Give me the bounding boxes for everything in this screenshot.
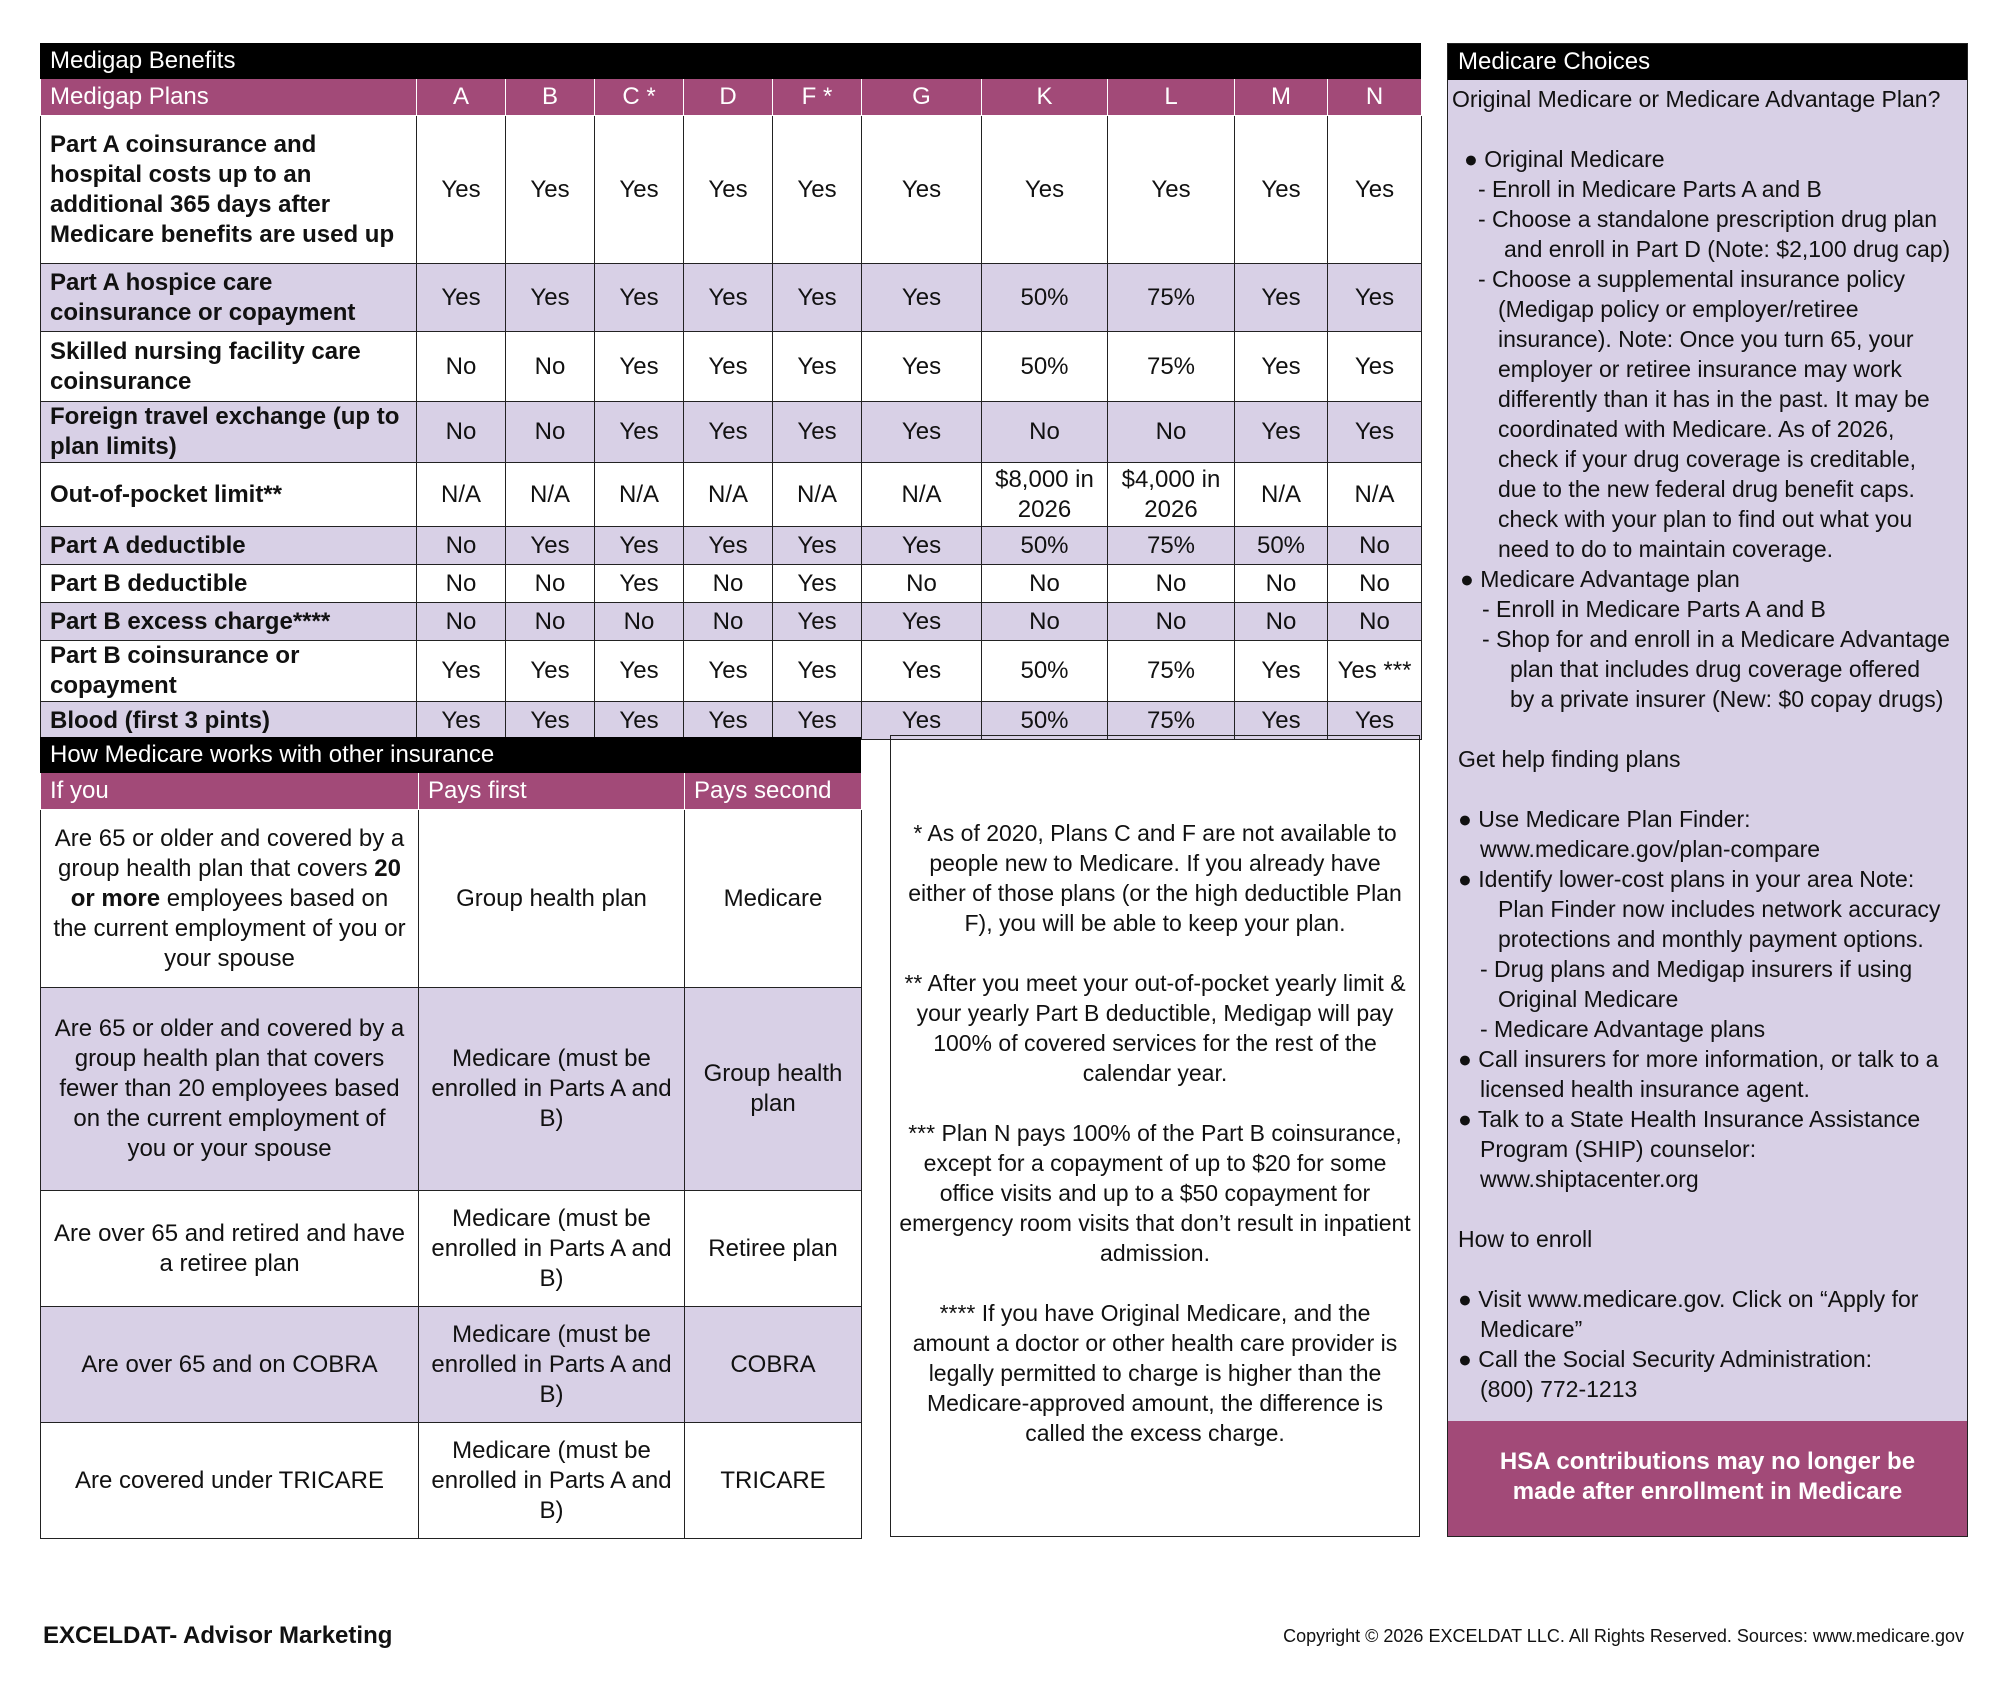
benefit-label: Out-of-pocket limit** [41,463,417,527]
plan-header: K [982,79,1108,116]
benefit-value: Yes [684,332,773,402]
table-row [41,1307,862,1423]
choices-line: Program (SHIP) counselor: [1480,1136,1757,1162]
benefit-value: No [1328,565,1422,603]
table-row [41,402,1422,463]
benefit-value: No [1328,527,1422,565]
benefit-value: Yes [862,264,982,332]
table-row [41,264,1422,332]
benefit-value: Yes [417,702,506,740]
choices-line: ● Use Medicare Plan Finder: [1458,806,1751,832]
benefit-value: $4,000 in 2026 [1108,463,1235,527]
benefit-value: 50% [1235,527,1328,565]
benefit-value: No [1108,402,1235,463]
benefit-value: Yes [595,702,684,740]
benefit-value: No [982,402,1108,463]
pays-second-cell: Medicare [685,810,862,988]
benefit-value: No [862,565,982,603]
benefit-value: Yes [595,116,684,264]
benefit-value: Yes [684,527,773,565]
table-row [41,565,1422,603]
benefit-value: Yes [506,702,595,740]
if-you-text: Are over 65 and retired and have a retiree plan [54,1219,405,1277]
benefit-value: Yes [1328,264,1422,332]
benefit-value: Yes [1235,402,1328,463]
choices-line: Original Medicare or Medicare Advantage Plan? [1452,86,1941,112]
benefit-value: Yes [862,527,982,565]
choices-line: differently than it has in the past. It may be [1498,386,1930,412]
medicare-choices-section [1447,43,1968,1537]
choices-line: ● Identify lower-cost plans in your area Note: [1458,866,1915,892]
footer-copyright: Copyright © 2026 EXCELDAT LLC. All Rights Reserved. Sources: www.medicare.gov [1283,1626,1964,1646]
benefit-value: No [506,332,595,402]
benefit-value: Yes [1235,332,1328,402]
pays-second-cell: COBRA [685,1307,862,1423]
benefit-value: Yes [595,527,684,565]
other-insurance-section [40,737,861,1539]
benefit-value: Yes [595,264,684,332]
benefit-label: Part B coinsurance or copayment [41,641,417,702]
benefit-value: N/A [862,463,982,527]
benefit-value: Yes [1235,641,1328,702]
choices-line: by a private insurer (New: $0 copay drugs) [1510,686,1944,712]
benefit-label: Part A coinsurance and hospital costs up to an additional 365 days after Medicare benefits are used up [41,116,417,264]
benefit-value: No [1235,603,1328,641]
benefit-value: Yes [1235,702,1328,740]
benefit-value: 50% [982,264,1108,332]
choices-line: Medicare” [1480,1316,1583,1342]
choices-line: Get help finding plans [1458,746,1681,772]
medigap-title: Medigap Benefits [40,43,1421,79]
table-row [41,332,1422,402]
other-insurance-title: How Medicare works with other insurance [40,737,861,773]
benefit-value: No [417,332,506,402]
benefit-value: Yes [862,603,982,641]
choices-line: due to the new federal drug benefit caps. [1498,476,1915,502]
pays-first-cell: Medicare (must be enrolled in Parts A and B) [419,1191,685,1307]
spacer [1452,114,1961,144]
benefit-value: Yes [1328,116,1422,264]
if-you-text: Are 65 or older and covered by a group health plan that covers fewer than 20 employees based on the current employment of you or your spouse [54,1015,405,1162]
benefit-value: Yes [506,527,595,565]
footnote-out-of-pocket: ** After you meet your out-of-pocket yearly limit & your yearly Part B deductible, Medigap will pay 100% of covered services for the rest of the calendar year. [904,970,1406,1086]
benefit-value: No [595,603,684,641]
plan-header: F * [773,79,862,116]
table-row [41,603,1422,641]
benefit-value: Yes [862,332,982,402]
benefit-value: 50% [982,702,1108,740]
spacer [1452,774,1961,804]
benefit-value: No [417,565,506,603]
benefit-value: N/A [417,463,506,527]
choices-line: check with your plan to find out what you [1498,506,1913,532]
medigap-plans-label: Medigap Plans [41,79,417,116]
pays-second-cell: Retiree plan [685,1191,862,1307]
footnote-plans-c-f: * As of 2020, Plans C and F are not available to people new to Medicare. If you already have either of those plans (or the high deductible Plan F), you will be able to keep your plan. [908,820,1402,936]
pays-first-cell: Medicare (must be enrolled in Parts A and B) [419,988,685,1191]
benefit-value: Yes [773,264,862,332]
footnote-excess-charge: **** If you have Original Medicare, and the amount a doctor or other health care provider is legally permitted to charge is higher than the Medicare-approved amount, the difference is called the excess charge. [912,1300,1398,1446]
benefit-value: Yes [1328,332,1422,402]
benefit-value: Yes [684,116,773,264]
if-you-cell [41,810,419,988]
plan-header: G [862,79,982,116]
benefit-value: Yes [773,402,862,463]
benefit-value: Yes [773,527,862,565]
table-row [41,641,1422,702]
if-you-cell [41,1307,419,1423]
if-you-text: employees based on the current employment of you or your spouse [53,884,406,972]
choices-line: licensed health insurance agent. [1480,1076,1810,1102]
benefit-value: Yes [773,641,862,702]
choices-line: - Shop for and enroll in a Medicare Advantage [1482,626,1950,652]
plan-header: D [684,79,773,116]
footnote-plan-n: *** Plan N pays 100% of the Part B coinsurance, except for a copayment of up to $20 for some office visits and up to a $50 copayment for emergency room visits that don’t result in inpatient admission. [899,1120,1411,1266]
table-row [41,527,1422,565]
benefit-value: Yes [595,641,684,702]
benefit-value: Yes [982,116,1108,264]
benefit-label: Foreign travel exchange (up to plan limits) [41,402,417,463]
benefit-value: No [417,603,506,641]
benefit-label: Blood (first 3 pints) [41,702,417,740]
if-you-text: Are covered under TRICARE [74,1466,385,1494]
benefit-value: Yes [684,264,773,332]
plan-header: A [417,79,506,116]
benefit-value: Yes *** [1328,641,1422,702]
choices-line: How to enroll [1458,1226,1593,1252]
plan-header: B [506,79,595,116]
benefit-label: Part A deductible [41,527,417,565]
benefit-value: Yes [595,565,684,603]
plan-header: C * [595,79,684,116]
choices-line: Original Medicare [1498,986,1679,1012]
benefit-value: N/A [506,463,595,527]
benefit-value: Yes [417,264,506,332]
choices-line: www.medicare.gov/plan-compare [1480,836,1821,862]
benefit-value: 50% [982,641,1108,702]
pays-first-cell: Medicare (must be enrolled in Parts A and B) [419,1423,685,1539]
choices-line: ● Call insurers for more information, or talk to a [1458,1046,1939,1072]
choices-line: www.shiptacenter.org [1480,1166,1699,1192]
medigap-table [40,79,1422,740]
choices-line: ● Talk to a State Health Insurance Assistance [1458,1106,1921,1132]
benefit-value: 50% [982,332,1108,402]
plan-header: N [1328,79,1422,116]
benefit-value: No [982,603,1108,641]
table-row [41,702,1422,740]
benefit-label: Skilled nursing facility care coinsurance [41,332,417,402]
medigap-benefits-section [40,43,1421,740]
benefit-value: Yes [417,116,506,264]
benefit-label: Part A hospice care coinsurance or copayment [41,264,417,332]
benefit-value: No [982,565,1108,603]
benefit-value: 50% [982,527,1108,565]
benefit-value: Yes [1108,116,1235,264]
benefit-value: 75% [1108,264,1235,332]
benefit-value: No [1108,565,1235,603]
choices-line: protections and monthly payment options. [1498,926,1924,952]
benefit-value: N/A [595,463,684,527]
choices-line: ● Call the Social Security Administration: [1458,1346,1873,1372]
if-you-cell [41,1191,419,1307]
benefit-value: 75% [1108,527,1235,565]
table-row [41,988,862,1191]
choices-line: ● Medicare Advantage plan [1460,566,1740,592]
table-row [41,1423,862,1539]
benefit-value: No [506,402,595,463]
choices-line: - Enroll in Medicare Parts A and B [1482,596,1826,622]
benefit-value: No [1108,603,1235,641]
spacer [1452,714,1961,744]
if-you-cell [41,988,419,1191]
benefit-value: 75% [1108,641,1235,702]
benefit-value: Yes [506,264,595,332]
benefit-value: Yes [862,702,982,740]
benefit-value: Yes [417,641,506,702]
hsa-notice-line-1: HSA contributions may no longer be [1499,1448,1916,1475]
table-row [41,810,862,988]
header-if-you: If you [41,773,419,810]
benefit-value: Yes [773,565,862,603]
benefit-label: Part B deductible [41,565,417,603]
benefit-value: No [417,402,506,463]
benefit-value: $8,000 in 2026 [982,463,1108,527]
benefit-value: Yes [862,116,982,264]
choices-line: insurance). Note: Once you turn 65, your [1498,326,1914,352]
choices-line: ● Original Medicare [1464,146,1665,172]
benefit-value: N/A [684,463,773,527]
benefit-value: No [506,565,595,603]
choices-line: (800) 772-1213 [1480,1376,1638,1402]
benefit-value: Yes [773,603,862,641]
benefit-label: Part B excess charge**** [41,603,417,641]
benefit-value: Yes [595,402,684,463]
hsa-notice-line-2: made after enrollment in Medicare [1512,1478,1903,1505]
benefit-value: Yes [595,332,684,402]
benefit-value: Yes [862,402,982,463]
spacer [1452,1194,1961,1224]
benefit-value: N/A [1235,463,1328,527]
other-insurance-table [40,773,862,1539]
choices-line: - Drug plans and Medigap insurers if using [1480,956,1913,982]
medicare-choices-body [1448,80,1967,1404]
benefit-value: N/A [773,463,862,527]
benefit-value: Yes [684,402,773,463]
benefit-value: Yes [1235,116,1328,264]
header-pays-first: Pays first [419,773,685,810]
benefit-value: 75% [1108,332,1235,402]
benefit-value: Yes [1328,402,1422,463]
spacer [1452,1254,1961,1284]
benefit-value: Yes [506,116,595,264]
plan-header: M [1235,79,1328,116]
table-row [41,116,1422,264]
if-you-text: Are 65 or older and covered by a group health plan that covers [54,824,405,882]
benefit-value: Yes [1235,264,1328,332]
choices-line: - Enroll in Medicare Parts A and B [1478,176,1822,202]
if-you-text: Are over 65 and on COBRA [81,1350,378,1378]
benefit-value: No [1328,603,1422,641]
choices-line: employer or retiree insurance may work [1498,356,1902,382]
benefit-value: No [417,527,506,565]
pays-first-cell: Group health plan [419,810,685,988]
benefit-value: Yes [862,641,982,702]
choices-line: - Choose a supplemental insurance policy [1478,266,1906,292]
pays-first-cell: Medicare (must be enrolled in Parts A and B) [419,1307,685,1423]
header-pays-second: Pays second [685,773,862,810]
choices-line: Plan Finder now includes network accuracy [1498,896,1941,922]
benefit-value: No [1235,565,1328,603]
choices-line: - Choose a standalone prescription drug plan [1478,206,1938,232]
benefit-value: No [684,603,773,641]
choices-line: - Medicare Advantage plans [1480,1016,1766,1042]
benefit-value: Yes [773,702,862,740]
choices-line: plan that includes drug coverage offered [1510,656,1921,682]
benefit-value: Yes [506,641,595,702]
footnotes-box [890,735,1420,1537]
choices-line: and enroll in Part D (Note: $2,100 drug cap) [1504,236,1951,262]
hsa-notice [1448,1421,1967,1536]
benefit-value: Yes [684,641,773,702]
if-you-cell [41,1423,419,1539]
choices-line: coordinated with Medicare. As of 2026, [1498,416,1895,442]
benefit-value: Yes [773,332,862,402]
benefit-value: Yes [773,116,862,264]
benefit-value: No [506,603,595,641]
benefit-value: Yes [1328,702,1422,740]
medicare-choices-title: Medicare Choices [1448,44,1967,80]
choices-line: (Medigap policy or employer/retiree [1498,296,1859,322]
plan-header: L [1108,79,1235,116]
choices-line: ● Visit www.medicare.gov. Click on “Apply for [1458,1286,1919,1312]
benefit-value: 75% [1108,702,1235,740]
benefit-value: N/A [1328,463,1422,527]
table-row [41,1191,862,1307]
choices-line: need to do to maintain coverage. [1498,536,1834,562]
benefit-value: No [684,565,773,603]
if-you-text: 20 or more [70,854,401,912]
benefit-value: Yes [684,702,773,740]
pays-second-cell: TRICARE [685,1423,862,1539]
pays-second-cell: Group health plan [685,988,862,1191]
footer-brand: EXCELDAT- Advisor Marketing [43,1622,393,1649]
table-row [41,463,1422,527]
choices-line: check if your drug coverage is creditable, [1498,446,1917,472]
